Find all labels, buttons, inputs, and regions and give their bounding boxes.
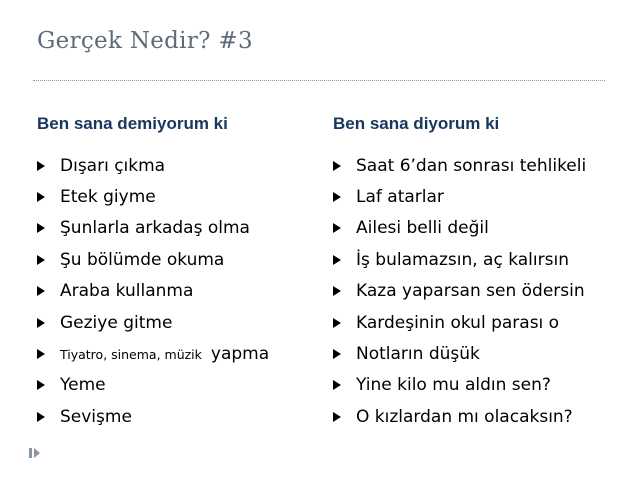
left-bullet-list xyxy=(37,150,269,433)
list-item: Kaza yaparsan sen ödersin xyxy=(333,276,586,307)
triangle-bullet-icon xyxy=(37,412,45,422)
list-item: Saat 6’dan sonrası tehlikeli xyxy=(333,150,586,181)
triangle-bullet-icon xyxy=(37,380,45,390)
list-item: Araba kullanma xyxy=(37,276,269,307)
list-item: Şu bölümde okuma xyxy=(37,244,269,275)
list-item: İş bulamazsın, aç kalırsın xyxy=(333,244,586,275)
left-column-heading: Ben sana demiyorum ki xyxy=(37,114,228,133)
list-item: Etek giyme xyxy=(37,181,269,212)
list-item: Tiyatro, sinema, müzik yapma xyxy=(37,338,269,369)
triangle-bullet-icon xyxy=(37,192,45,202)
list-item: Yine kilo mu aldın sen? xyxy=(333,370,586,401)
list-item: Geziye gitme xyxy=(37,307,269,338)
triangle-bullet-icon xyxy=(333,286,341,296)
list-item: Kardeşinin okul parası o xyxy=(333,307,586,338)
triangle-bullet-icon xyxy=(37,286,45,296)
triangle-bullet-icon xyxy=(333,412,341,422)
list-item: Notların düşük xyxy=(333,338,586,369)
triangle-bullet-icon xyxy=(333,380,341,390)
triangle-bullet-icon xyxy=(333,192,341,202)
triangle-bullet-icon xyxy=(37,161,45,171)
triangle-bullet-icon xyxy=(333,349,341,359)
slide-title: Gerçek Nedir? #3 xyxy=(37,28,253,54)
right-bullet-list xyxy=(333,150,586,433)
list-item: Dışarı çıkma xyxy=(37,150,269,181)
list-item: Yeme xyxy=(37,370,269,401)
list-item: Laf atarlar xyxy=(333,181,586,212)
triangle-bullet-icon xyxy=(333,161,341,171)
list-item: Sevişme xyxy=(37,401,269,432)
triangle-bullet-icon xyxy=(37,349,45,359)
right-column-heading: Ben sana diyorum ki xyxy=(333,114,500,133)
triangle-bullet-icon xyxy=(333,255,341,265)
list-item: Şunlarla arkadaş olma xyxy=(37,213,269,244)
triangle-bullet-icon xyxy=(333,318,341,328)
list-item: Ailesi belli değil xyxy=(333,213,586,244)
list-item: O kızlardan mı olacaksın? xyxy=(333,401,586,432)
title-divider xyxy=(33,80,605,81)
triangle-bullet-icon xyxy=(333,223,341,233)
triangle-bullet-icon xyxy=(37,255,45,265)
slide-nav-marker-icon xyxy=(29,448,40,458)
triangle-bullet-icon xyxy=(37,318,45,328)
triangle-bullet-icon xyxy=(37,223,45,233)
